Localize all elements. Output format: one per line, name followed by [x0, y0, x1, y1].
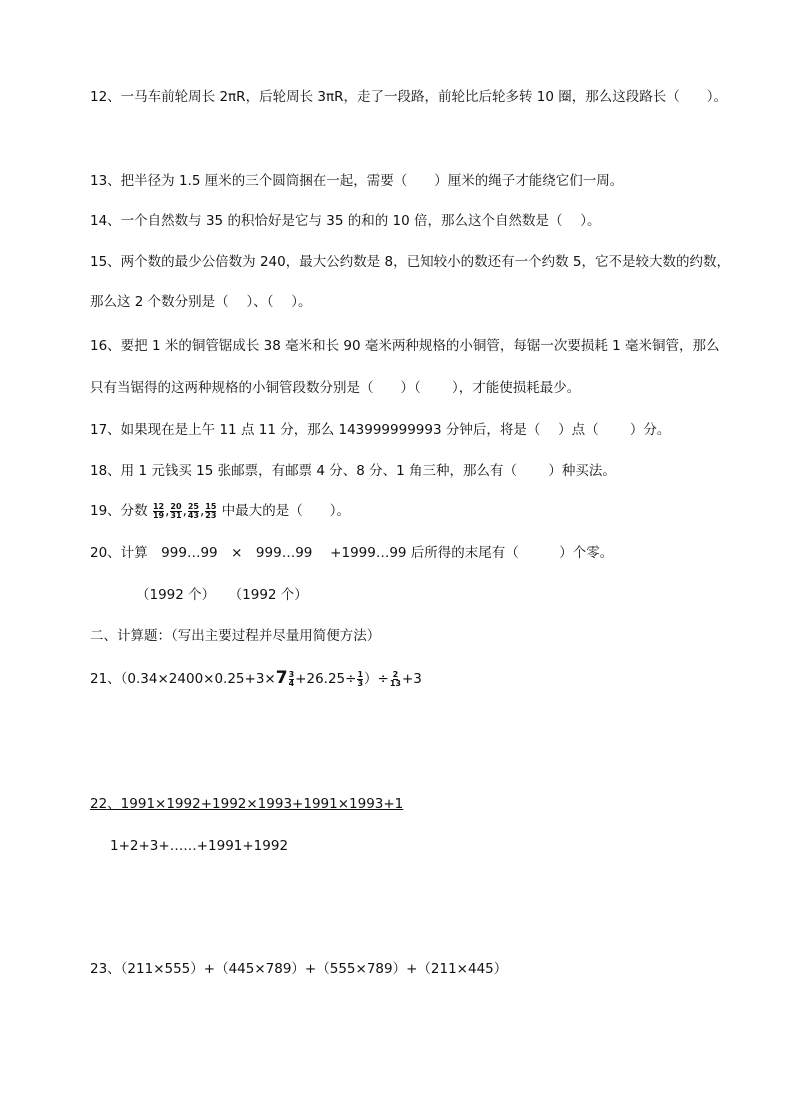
question-22-denominator: 1+2+3+……+1991+1992 [110, 838, 289, 854]
question-20: 20、计算 999…99 × 999…99 +1999…99 后所得的末尾有（ ）个零。 [90, 545, 614, 561]
question-13: 13、把半径为 1.5 厘米的三个圆筒捆在一起，需要（ ）厘米的绳子才能绕它们一周。 [90, 173, 624, 189]
fraction: $\frac{25}{43}$ [187, 501, 199, 520]
question-14: 14、一个自然数与 35 的积恰好是它与 35 的和的 10 倍，那么这个自然数是（ ）。 [90, 213, 601, 229]
fraction: $\frac{2}{13}$ [389, 669, 401, 688]
question-16-line1: 16、要把 1 米的铜管锯成长 38 毫米和长 90 毫米两种规格的小铜管，每锯一次要损耗 1 毫米铜管，那么 [90, 338, 720, 354]
question-22-numerator: 22、1991×1992+1992×1993+1991×1993+1 [90, 796, 404, 812]
question-16-line2: 只有当锯得的这两种规格的小铜管段数分别是（ ）（ ），才能使损耗最少。 [90, 380, 581, 396]
fraction: $\frac{15}{23}$ [205, 501, 217, 520]
section-2-heading: 二、计算题：（写出主要过程并尽量用简便方法） [90, 628, 381, 644]
question-12: 12、一马车前轮周长 2πR，后轮周长 3πR，走了一段路，前轮比后轮多转 10 圈，那么这段路长（ ）。 [90, 89, 727, 105]
question-23: 23、（211×555）+（445×789）+（555×789）+（211×445） [90, 961, 508, 977]
q19-suffix: 中最大的是（ ）。 [221, 503, 350, 519]
question-20-sub: （1992 个） （1992 个） [136, 587, 308, 603]
q19-prefix: 19、分数 [90, 503, 148, 519]
question-15-line2: 那么这 2 个数分别是（ ）、（ ）。 [90, 294, 312, 310]
question-17: 17、如果现在是上午 11 点 11 分，那么 143999999993 分钟后，将是（ ）点（ ）分。 [90, 422, 671, 438]
question-18: 18、用 1 元钱买 15 张邮票，有邮票 4 分、8 分、1 角三种，那么有（ ）种买法。 [90, 463, 616, 479]
question-19: 19、分数 $\frac{12}{19}$ , $\frac{20}{31}$ , $\frac{25}{43}$ , $\frac{15}{23}$ 中最大的是（ ）。 [90, 501, 350, 520]
question-21: 21、（0.34×2400×0.25+3×7 $\frac{3}{4}$ +26.25÷ $\frac{1}{3}$ ）÷ $\frac{2}{13}$ +3 [90, 668, 422, 688]
fraction: $\frac{1}{3}$ [357, 669, 364, 688]
fraction: $\frac{20}{31}$ [170, 501, 182, 520]
question-15-line1: 15、两个数的最少公倍数为 240，最大公约数是 8，已知较小的数还有一个约数 5，它不是较大数的约数， [90, 254, 730, 270]
fraction: $\frac{3}{4}$ [288, 669, 295, 688]
fraction: $\frac{12}{19}$ [152, 501, 165, 520]
